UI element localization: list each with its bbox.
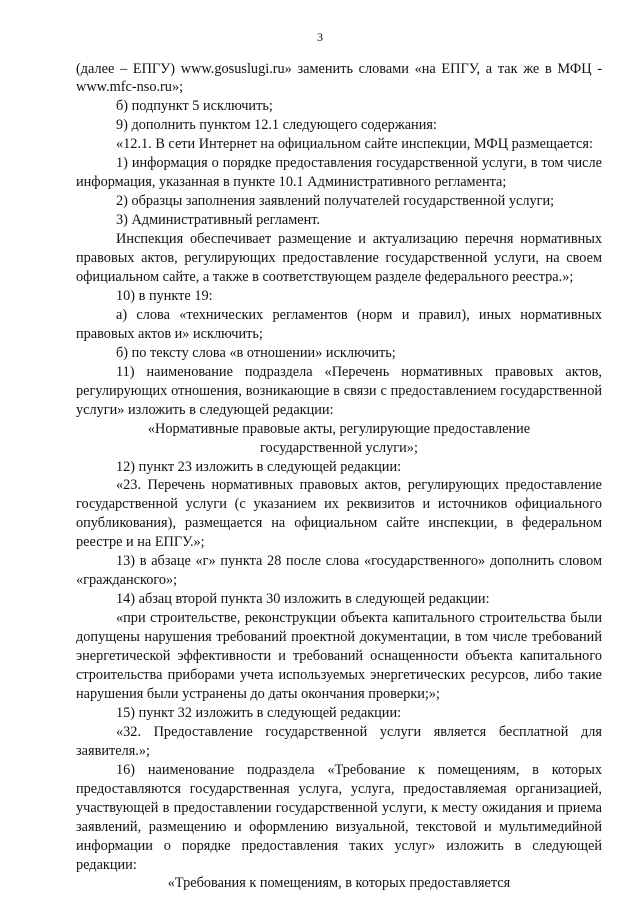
document-body [76, 60, 602, 894]
paragraph: 3) Административный регламент. [116, 212, 321, 229]
paragraph: 10) в пункте 19: [116, 287, 213, 304]
paragraph: (далее – ЕПГУ) www.gosuslugi.ru» заменить словами «на ЕПГУ, а так же в МФЦ - www.mfc-nso.ru»; [76, 60, 602, 96]
paragraph: 9) дополнить пунктом 12.1 следующего содержания: [116, 117, 437, 134]
page-number: 3 [317, 30, 323, 44]
paragraph: б) подпункт 5 исключить; [116, 98, 273, 115]
paragraph: 13) в абзаце «г» пункта 28 после слова «государственного» дополнить словом «гражданского»; [76, 553, 602, 589]
paragraph: 11) наименование подраздела «Перечень нормативных правовых актов, регулирующих отношения, возникающие в связи с предоставлением государственной услуги» изложить в следующей редакции: [76, 363, 602, 418]
paragraph: 1) информация о порядке предоставления государственной услуги, в том числе информация, указанная в пункте 10.1 Административного регламента; [76, 155, 602, 191]
paragraph: б) по тексту слова «в отношении» исключить; [116, 344, 396, 361]
paragraph: 15) пункт 32 изложить в следующей редакции: [116, 704, 402, 721]
paragraph: «23. Перечень нормативных правовых актов, регулирующих предоставление государственной услуги (с указанием их реквизитов и источников официального опубликования), размещается на официальном сайте инспекции, в федеральном реестре и на ЕПГУ.»; [76, 477, 602, 551]
paragraph: «12.1. В сети Интернет на официальном сайте инспекции, МФЦ размещается: [116, 136, 593, 153]
paragraph: 16) наименование подраздела «Требование к помещениям, в которых предоставляются государственная услуга, услуга, предоставляемая организацией, участвующей в предоставлении государственной услуги, к месту ожидания и приема заявлений, размещению и оформлению визуальной, текстовой и мультимедийной информации о порядке предоставления таких услуг» изложить в следующей редакции: [76, 761, 602, 873]
paragraph: «32. Предоставление государственной услуги является бесплатной для заявителя.»; [76, 723, 602, 759]
paragraph: 14) абзац второй пункта 30 изложить в следующей редакции: [116, 591, 490, 608]
paragraph: «при строительстве, реконструкции объекта капитального строительства были допущены нарушения требований проектной документации, в том числе требований энергетической эффективности и требований оснащенности объекта капитального строительства приборами учета используемых энергетических ресурсов, либо такие нарушения были устранены до даты окончания проверки;»; [76, 610, 602, 702]
paragraph: «Требования к помещениям, в которых предоставляется [167, 875, 511, 892]
paragraph: 2) образцы заполнения заявлений получателей государственной услуги; [116, 193, 555, 210]
paragraph: 12) пункт 23 изложить в следующей редакции: [116, 458, 402, 475]
paragraph: а) слова «технических регламентов (норм и правил), иных нормативных правовых актов и» исключить; [76, 306, 602, 342]
paragraph: Инспекция обеспечивает размещение и актуализацию перечня нормативных правовых актов, регулирующих предоставление государственной услуги, на своем официальном сайте, а также в соответствующем разделе федерального реестра.»; [76, 231, 602, 285]
paragraph: «Нормативные правовые акты, регулирующие предоставление государственной услуги»; [147, 420, 531, 456]
